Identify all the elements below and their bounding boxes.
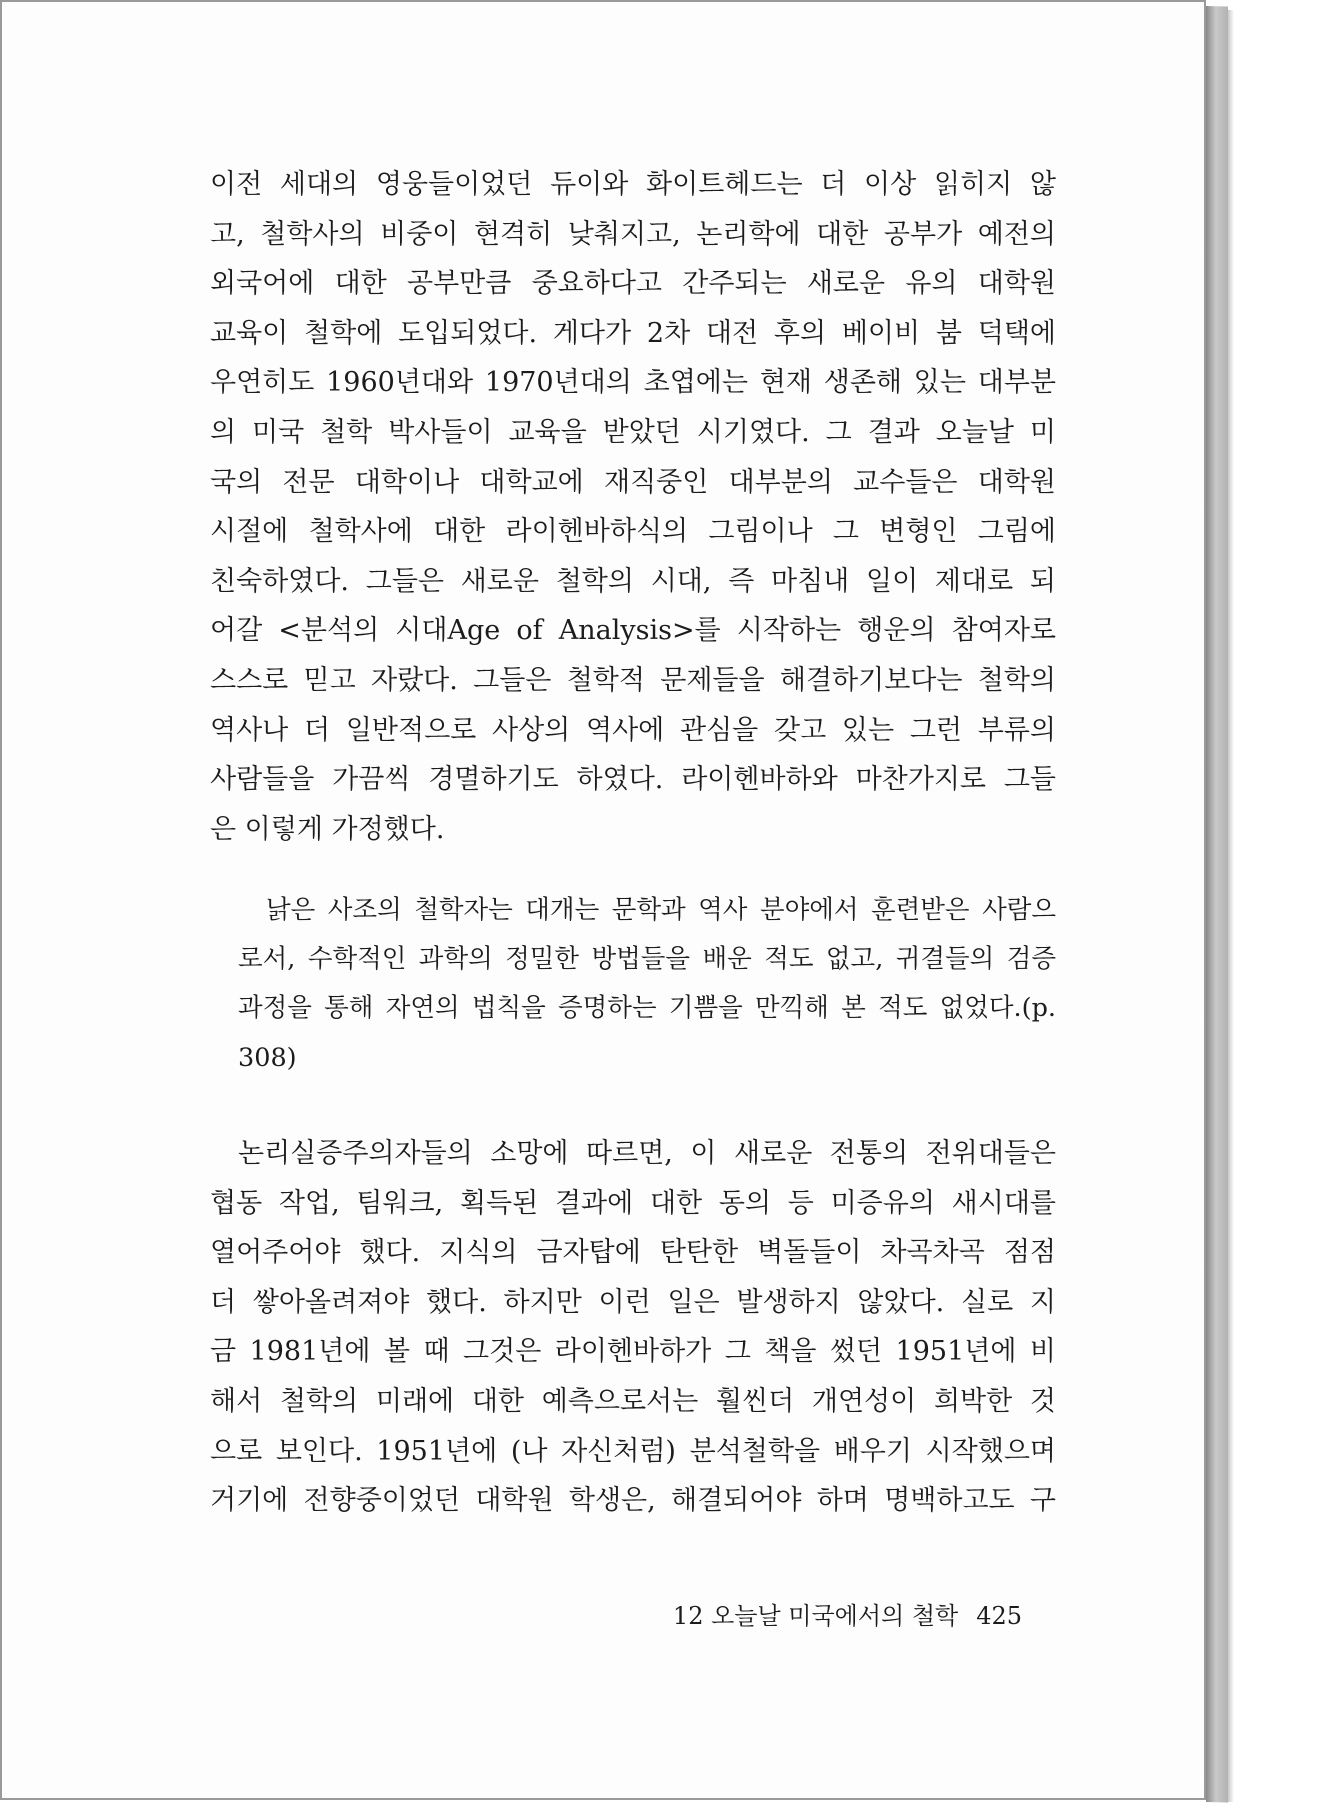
text-line: 교육이 철학에 도입되었다. 게다가 2차 대전 후의 베이비 붐 덕택에 (210, 317, 1056, 349)
paragraph-2 (210, 1129, 1056, 1526)
running-footer (602, 1596, 1022, 1631)
text-line: 협동 작업, 팀워크, 획득된 결과에 대한 동의 등 미증유의 새시대를 (210, 1187, 1056, 1219)
text-line: 으로 보인다. 1951년에 (나 자신처럼) 분석철학을 배우기 시작했으며 (210, 1435, 1056, 1467)
text-line: 거기에 전향중이었던 대학원 학생은, 해결되어야 하며 명백하고도 구 (210, 1485, 1056, 1517)
page-edge (1206, 6, 1228, 1802)
text-line: 국의 전문 대학이나 대학교에 재직중인 대부분의 교수들은 대학원 (210, 466, 1056, 498)
text-line: 이전 세대의 영웅들이었던 듀이와 화이트헤드는 더 이상 읽히지 않 (210, 169, 1056, 200)
text-line: 열어주어야 했다. 지식의 금자탑에 탄탄한 벽돌들이 차곡차곡 점점 (210, 1237, 1056, 1269)
text-line: 해서 철학의 미래에 대한 예측으로서는 훨씬더 개연성이 희박한 것 (210, 1385, 1056, 1417)
text-line: 역사나 더 일반적으로 사상의 역사에 관심을 갖고 있는 그런 부류의 (210, 714, 1056, 746)
quote-line: 로서, 수학적인 과학의 정밀한 방법들을 배운 적도 없고, 귀결들의 검증 (238, 944, 1056, 975)
text-line: 외국어에 대한 공부만큼 중요하다고 간주되는 새로운 유의 대학원 (210, 268, 1056, 300)
text-line: 스스로 믿고 자랐다. 그들은 철학적 문제들을 해결하기보다는 철학의 (210, 664, 1056, 696)
page-edge-shadow (1228, 10, 1234, 1802)
text-line: 더 쌓아올려져야 했다. 하지만 이런 일은 발생하지 않았다. 실로 지 (210, 1286, 1056, 1318)
text-line: 금 1981년에 볼 때 그것은 라이헨바하가 그 책을 썼던 1951년에 비 (210, 1336, 1056, 1368)
paragraph-1 (210, 160, 1056, 854)
block-quote (238, 886, 1056, 1083)
text-line: 시절에 철학사에 대한 라이헨바하식의 그림이나 그 변형인 그림에 (210, 516, 1056, 548)
quote-line: 308) (238, 1042, 297, 1073)
quote-line: 낡은 사조의 철학자는 대개는 문학과 역사 분야에서 훈련받은 사람으 (266, 895, 1056, 925)
page-number: 425 (976, 1602, 1022, 1630)
text-line: 사람들을 가끔씩 경멸하기도 하였다. 라이헨바하와 마찬가지로 그들 (210, 764, 1056, 796)
text-line: 친숙하였다. 그들은 새로운 철학의 시대, 즉 마침내 일이 제대로 되 (210, 565, 1056, 597)
text-line: 우연히도 1960년대와 1970년대의 초엽에는 현재 생존해 있는 대부분 (210, 367, 1056, 399)
text-line: 어갈 <분석의 시대Age of Analysis>를 시작하는 행운의 참여자로 (210, 615, 1056, 647)
text-line: 고, 철학사의 비중이 현격히 낮춰지고, 논리학에 대한 공부가 예전의 (210, 218, 1056, 250)
quote-line: 과정을 통해 자연의 법칙을 증명하는 기쁨을 만끽해 본 적도 없었다.(p. (238, 993, 1056, 1024)
text-line: 의 미국 철학 박사들이 교육을 받았던 시기였다. 그 결과 오늘날 미 (210, 416, 1056, 448)
text-line: 은 이렇게 가정했다. (210, 813, 445, 845)
chapter-title: 12 오늘날 미국에서의 철학 (672, 1602, 959, 1630)
text-line: 논리실증주의자들의 소망에 따르면, 이 새로운 전통의 전위대들은 (238, 1138, 1056, 1169)
